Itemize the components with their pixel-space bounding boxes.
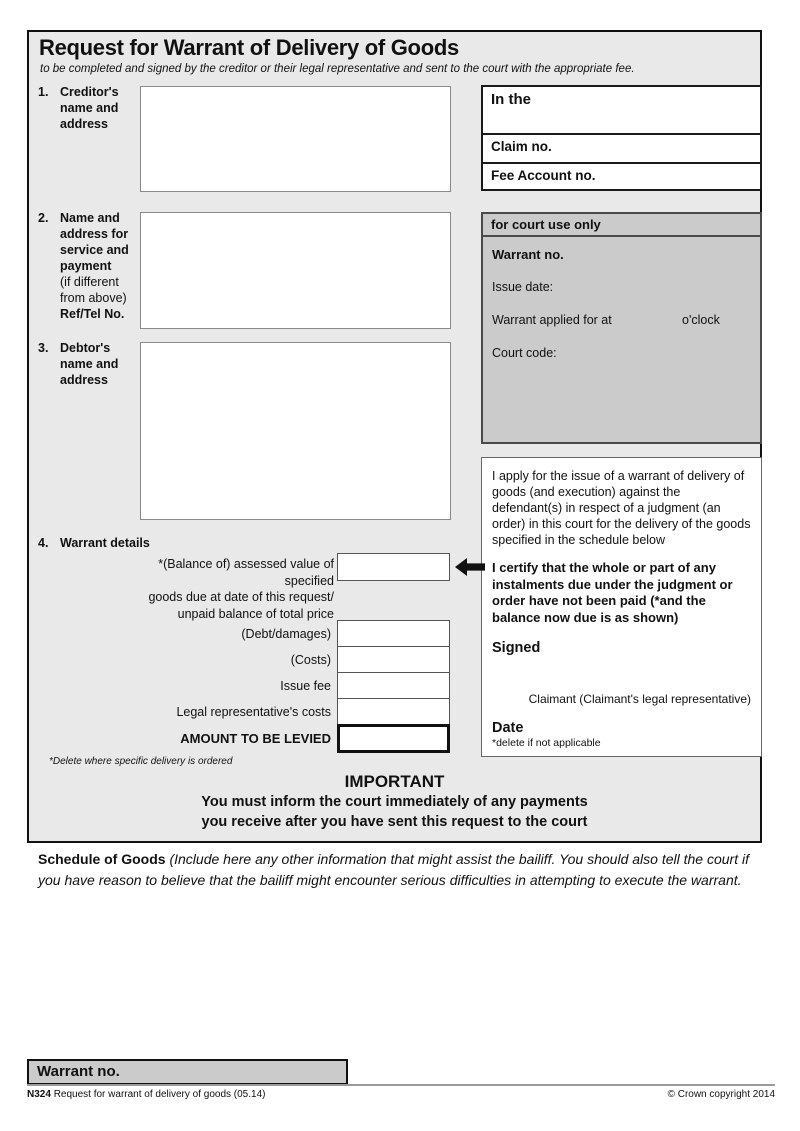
costs-label: (Costs) <box>290 652 331 667</box>
copyright: © Crown copyright 2014 <box>667 1089 775 1100</box>
schedule-text: (Include here any other information that might assist the bailiff. You should also tell the court if you have reason to believe that the bailiff might encounter serious difficulties in attempting to execute the warrant. <box>38 851 749 888</box>
warrant-applied-label: Warrant applied for at <box>492 313 612 327</box>
section2-ref-label: Ref/Tel No. <box>60 307 125 321</box>
costs-field[interactable] <box>337 646 450 673</box>
court-code-label: Court code: <box>492 346 557 360</box>
section4-number: 4. <box>38 536 49 550</box>
declaration-box <box>481 457 762 757</box>
claim-no-field[interactable] <box>483 133 760 162</box>
section2-number: 2. <box>38 211 49 225</box>
amount-to-be-levied-field[interactable] <box>337 724 450 753</box>
legal-rep-costs-row <box>124 698 450 725</box>
court-warrant-no-label: Warrant no. <box>492 247 564 262</box>
delete-specific-delivery-note: *Delete where specific delivery is ordered <box>49 756 233 767</box>
service-address-field[interactable] <box>140 212 451 329</box>
claimant-label: Claimant (Claimant's legal representative) <box>528 692 751 706</box>
section1-text: Creditor's name and address <box>60 85 119 131</box>
fee-account-no-field[interactable] <box>483 162 760 189</box>
fee-account-no-label: Fee Account no. <box>491 168 596 183</box>
schedule-title: Schedule of Goods <box>38 851 166 867</box>
date-label: Date <box>492 720 524 736</box>
schedule-of-goods <box>38 849 766 891</box>
issue-date-label: Issue date: <box>492 280 554 294</box>
section4-text: Warrant details <box>60 536 150 550</box>
certify-text: I certify that the whole or part of any instalments due under the judgment or order have not been paid (*and the balance now due is as shown) <box>492 560 733 625</box>
delete-if-not-applicable-note: *delete if not applicable <box>492 737 601 749</box>
form-id-line <box>27 1089 265 1100</box>
form-footer <box>27 1089 775 1100</box>
costs-row <box>124 646 450 673</box>
debt-damages-field[interactable] <box>337 620 450 647</box>
court-use-box <box>481 212 762 444</box>
important-title: IMPORTANT <box>344 772 445 791</box>
creditor-name-address-field[interactable] <box>140 86 451 192</box>
debt-damages-row <box>124 620 450 647</box>
legal-rep-costs-field[interactable] <box>337 698 450 725</box>
section3-text: Debtor's name and address <box>60 341 119 387</box>
section1-label <box>38 84 144 132</box>
claim-no-label: Claim no. <box>491 139 552 154</box>
issue-fee-field[interactable] <box>337 672 450 699</box>
section2-note: (if different from above) <box>60 275 127 305</box>
section2-text: Name and address for service and payment <box>60 211 129 273</box>
amount-to-be-levied-row <box>124 724 450 753</box>
form-title: Request for Warrant of Delivery of Goods <box>39 35 459 60</box>
in-the-label: In the <box>491 91 531 108</box>
case-header-box <box>481 85 762 191</box>
in-the-court-field[interactable] <box>483 87 760 133</box>
section2-label <box>38 210 144 322</box>
legal-rep-costs-label: Legal representative's costs <box>176 704 331 719</box>
signed-label: Signed <box>492 640 541 656</box>
debtor-name-address-field[interactable] <box>140 342 451 520</box>
important-line2: you receive after you have sent this request to the court <box>201 814 588 830</box>
bottom-warrant-no-field[interactable] <box>27 1059 348 1085</box>
balance-value-field[interactable] <box>337 553 450 581</box>
apply-text: I apply for the issue of a warrant of delivery of goods (and execution) against the defendant(s) in respect of a judgment (an order) in this court for the delivery of the goods specified in the schedule below <box>492 469 751 547</box>
important-notice <box>29 772 760 832</box>
important-line1: You must inform the court immediately of any payments <box>201 794 588 810</box>
form-id: N324 <box>27 1089 51 1100</box>
section3-number: 3. <box>38 341 49 355</box>
footer-divider <box>27 1084 775 1086</box>
form-main-panel <box>27 30 762 843</box>
issue-fee-label: Issue fee <box>280 678 331 693</box>
form-id-title: Request for warrant of delivery of goods (05.14) <box>53 1089 266 1100</box>
debt-damages-label: (Debt/damages) <box>241 626 331 641</box>
left-arrow-icon <box>455 557 485 577</box>
court-use-title: for court use only <box>483 214 760 237</box>
amount-to-be-levied-label: AMOUNT TO BE LEVIED <box>180 731 331 746</box>
form-subtitle: to be completed and signed by the creditor or their legal representative and sent to the court with the appropriate fee. <box>40 63 635 75</box>
section1-number: 1. <box>38 85 49 99</box>
oclock-label: o'clock <box>682 313 720 327</box>
bottom-warrant-no-label: Warrant no. <box>37 1063 120 1080</box>
balance-value-label: *(Balance of) assessed value of specified goods due at date of this request/ unpaid balance of total price <box>148 557 334 621</box>
issue-fee-row <box>124 672 450 699</box>
section4-label <box>38 535 150 551</box>
section3-label <box>38 340 144 388</box>
